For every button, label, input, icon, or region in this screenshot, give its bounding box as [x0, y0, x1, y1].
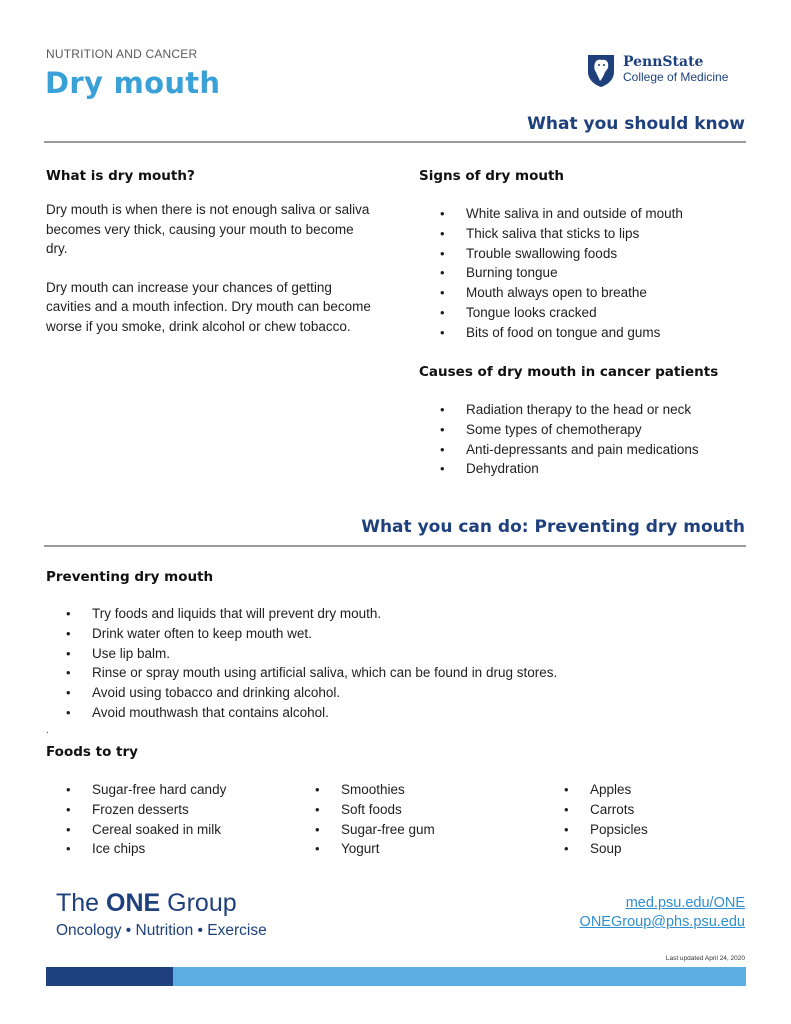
list-item: • Try foods and liquids that will prevent dry mouth. — [66, 604, 726, 624]
heading-what-is: What is dry mouth? — [46, 168, 195, 184]
brand-suffix: Group — [160, 889, 237, 917]
list-item: • Ice chips — [66, 839, 296, 859]
list-item: • Sugar-free gum — [315, 820, 535, 840]
one-group-logo — [56, 889, 267, 940]
list-item: • Soft foods — [315, 800, 535, 820]
heading-foods: Foods to try — [46, 744, 138, 760]
heading-causes: Causes of dry mouth in cancer patients — [419, 364, 719, 380]
section-title-preventing: What you can do: Preventing dry mouth — [361, 517, 745, 537]
list-item: • Bits of food on tongue and gums — [440, 323, 760, 343]
causes-list — [440, 400, 760, 479]
paragraph: Dry mouth can increase your chances of getting cavities and a mouth infection. Dry mouth can become worse if you smoke, drink alcohol or chew tobacco. — [46, 279, 371, 334]
footer-links — [580, 894, 745, 932]
what-is-body — [46, 200, 376, 336]
list-item: • Soup — [564, 839, 744, 859]
foods-column-2 — [315, 780, 535, 859]
list-item: • Popsicles — [564, 820, 744, 840]
list-item: • Yogurt — [315, 839, 535, 859]
list-item: • Avoid using tobacco and drinking alcohol. — [66, 683, 726, 703]
logo-name: PennState — [623, 54, 704, 70]
signs-list — [440, 204, 760, 343]
section-title-know: What you should know — [527, 114, 745, 134]
logo-subtitle: College of Medicine — [623, 70, 729, 84]
section-divider — [44, 545, 746, 547]
list-item: • White saliva in and outside of mouth — [440, 204, 760, 224]
page-title: Dry mouth — [45, 66, 221, 100]
email-link[interactable]: ONEGroup@phs.psu.edu — [579, 914, 745, 930]
list-item: • Sugar-free hard candy — [66, 780, 296, 800]
list-item: • Dehydration — [440, 459, 760, 479]
brand-prefix: The — [56, 889, 107, 917]
list-item: • Frozen desserts — [66, 800, 296, 820]
list-item: • Smoothies — [315, 780, 535, 800]
list-item: • Mouth always open to breathe — [440, 283, 760, 303]
stray-period: . — [46, 725, 49, 736]
list-item: • Apples — [564, 780, 744, 800]
list-item: • Thick saliva that sticks to lips — [440, 224, 760, 244]
list-item: • Radiation therapy to the head or neck — [440, 400, 760, 420]
list-item: • Tongue looks cracked — [440, 303, 760, 323]
list-item: • Some types of chemotherapy — [440, 420, 760, 440]
list-item: • Avoid mouthwash that contains alcohol. — [66, 703, 726, 723]
list-item: • Burning tongue — [440, 263, 760, 283]
brand-bold: ONE — [106, 889, 161, 917]
brand-tagline: Oncology • Nutrition • Exercise — [56, 922, 267, 939]
heading-preventing: Preventing dry mouth — [46, 569, 214, 585]
nittany-lion-shield-icon — [586, 53, 616, 88]
overline-category: NUTRITION AND CANCER — [46, 47, 198, 61]
list-item: • Use lip balm. — [66, 644, 726, 664]
list-item: • Anti-depressants and pain medications — [440, 440, 760, 460]
foods-column-1 — [66, 780, 296, 859]
list-item: • Trouble swallowing foods — [440, 244, 760, 264]
list-item: • Drink water often to keep mouth wet. — [66, 624, 726, 644]
preventing-list — [66, 604, 726, 723]
footer-bar-dark — [46, 967, 173, 986]
paragraph: Dry mouth is when there is not enough saliva or saliva becomes very thick, causing your mouth to become dry. — [46, 202, 370, 256]
brand-name — [56, 889, 267, 918]
section-divider — [44, 141, 746, 143]
list-item: • Rinse or spray mouth using artificial saliva, which can be found in drug stores. — [66, 663, 726, 683]
last-updated: Last updated April 24, 2020 — [665, 955, 745, 962]
footer-bar-light — [173, 967, 746, 986]
list-item: • Cereal soaked in milk — [66, 820, 296, 840]
pennstate-logo[interactable] — [586, 52, 746, 88]
foods-column-3 — [564, 780, 744, 859]
website-link[interactable]: med.psu.edu/ONE — [625, 895, 745, 911]
footer-color-bar — [46, 967, 746, 986]
list-item: • Carrots — [564, 800, 744, 820]
heading-signs: Signs of dry mouth — [419, 168, 565, 184]
